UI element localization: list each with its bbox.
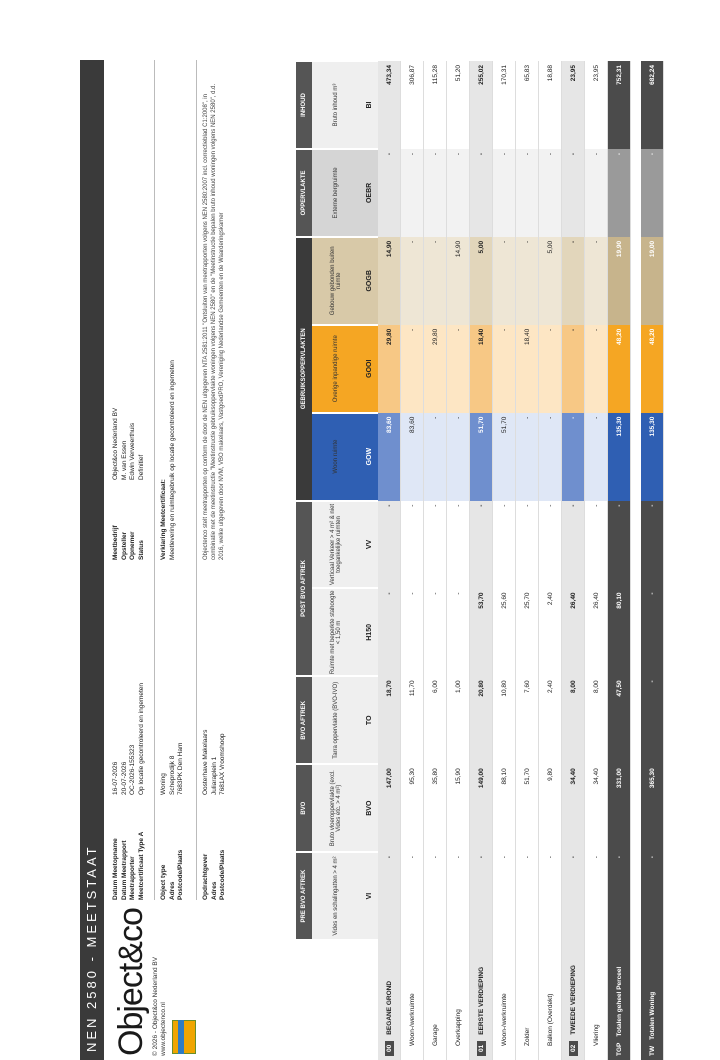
energy-label-badge (172, 1020, 196, 1054)
cell: - (424, 237, 447, 325)
meta-label: Status (137, 540, 145, 560)
cell: - (424, 501, 447, 589)
cell: - (562, 501, 585, 589)
meta-label: Postcode/Plaats (219, 849, 226, 900)
section-name: TWEEDE VERDIEPING (569, 965, 577, 1035)
cell: 331,00 (608, 764, 631, 852)
meta-value: Juliaraplein 1 (210, 756, 218, 795)
cell: 15,90 (447, 764, 470, 852)
energy-label-stripe (178, 1020, 184, 1054)
cell: 473,34 (378, 61, 401, 149)
meta-value: Scheprodijk 8 (168, 755, 176, 795)
cell: 170,31 (493, 61, 516, 149)
cell: - (539, 501, 562, 589)
section-row (470, 61, 493, 1060)
cell: - (641, 501, 664, 589)
meta-value: 16-07-2026 (112, 761, 119, 795)
section-label (378, 940, 401, 1060)
column-desc: Bruto vloeroppervlakte (excl. Vides etc. > 4 m²) (312, 764, 360, 852)
meta-label: Adres (210, 881, 218, 900)
meta-value: Oosterhave Makelaars (202, 729, 209, 795)
section-num: 01 (477, 1041, 486, 1056)
row-label: Woon-/werkruimte (493, 940, 516, 1060)
cell: - (562, 237, 585, 325)
row-label: Woon-/werkruimte (401, 940, 424, 1060)
cell: 9,80 (539, 764, 562, 852)
cell: 80,10 (608, 588, 631, 676)
column-desc: Overige inpandige ruimte (312, 325, 360, 413)
cell: 8,00 (562, 676, 585, 764)
cell: 48,20 (608, 325, 631, 413)
cell: 51,70 (493, 413, 516, 501)
meta-value: Woning (160, 773, 167, 795)
totals-row (641, 61, 664, 1060)
group-header: BVO (296, 764, 312, 852)
cell: - (516, 852, 539, 940)
page-title: NEN 2580 - MEETSTAAT (80, 60, 104, 1060)
column-desc-row (312, 61, 360, 1060)
table-row (401, 61, 424, 1060)
meta-label: Meetrapporter (129, 856, 136, 900)
cell: - (608, 501, 631, 589)
cell: - (470, 852, 493, 940)
cell: - (424, 852, 447, 940)
cell: 18,40 (470, 325, 493, 413)
meta-value: Object&co Nederland BV (112, 407, 119, 480)
cell: 25,60 (493, 588, 516, 676)
cell: 5,00 (470, 237, 493, 325)
totals-code: TW (648, 1045, 656, 1056)
table-row (447, 61, 470, 1060)
column-code: GOGB (360, 237, 378, 325)
column-code: GOW (360, 413, 378, 501)
cell: - (401, 325, 424, 413)
column-code-row (360, 61, 378, 1060)
cell: - (516, 501, 539, 589)
cell: 29,80 (424, 325, 447, 413)
totals-label (641, 940, 664, 1060)
cell: - (447, 325, 470, 413)
cell: - (493, 149, 516, 237)
meta-value: M. van Essen (120, 440, 128, 480)
row-label: Zolder (516, 940, 539, 1060)
cell: 135,30 (608, 413, 631, 501)
cell: 53,70 (470, 588, 493, 676)
report-info (112, 640, 146, 900)
copyright-line-1: © 2026 - Object&co Nederland BV (152, 956, 159, 1056)
totals-name: Totalen Woning (648, 991, 656, 1040)
cell: 2,40 (539, 676, 562, 764)
cell: - (641, 149, 664, 237)
cell: 95,30 (401, 764, 424, 852)
cell: - (401, 149, 424, 237)
section-row (562, 61, 585, 1060)
cell: 47,50 (608, 676, 631, 764)
cell: - (378, 588, 401, 676)
column-code: BI (360, 61, 378, 149)
cell: 1,00 (447, 676, 470, 764)
cell: - (641, 852, 664, 940)
section-row (378, 61, 401, 1060)
column-desc: Woon ruimte (312, 413, 360, 501)
cell: 135,30 (641, 413, 664, 501)
section-label (470, 940, 493, 1060)
cell: 115,28 (424, 61, 447, 149)
meta-value: 20-07-2026 (120, 761, 128, 795)
cell: 35,80 (424, 764, 447, 852)
meta-label: Adres (168, 881, 176, 900)
meta-label: Opsteller (120, 531, 128, 560)
cell: 23,95 (585, 61, 608, 149)
group-header: POST BVO AFTREK (296, 501, 312, 677)
column-code: H150 (360, 588, 378, 676)
cell: 255,02 (470, 61, 493, 149)
table-row (424, 61, 447, 1060)
cell: 18,40 (516, 325, 539, 413)
cell: - (424, 149, 447, 237)
object-info (160, 640, 186, 900)
measurement-sheet (80, 60, 660, 1060)
group-header: GEBRUIKSOPPERVLAKTEN (296, 237, 312, 501)
website: www.objectenco.nl (160, 1002, 167, 1056)
company-info (112, 320, 146, 560)
cell: 29,80 (378, 325, 401, 413)
cell: - (378, 501, 401, 589)
column-code: BVO (360, 764, 378, 852)
cell: - (447, 149, 470, 237)
cell: - (562, 149, 585, 237)
verklaring-value: Meetlevering en ruimtegebruik op locatie gecontroleerd en ingemeten (168, 360, 176, 560)
cell: 19,90 (608, 237, 631, 325)
section-num: 00 (385, 1041, 394, 1056)
table-row (516, 61, 539, 1060)
row-label: Overkapping (447, 940, 470, 1060)
section-name: EERSTE VERDIEPING (477, 966, 485, 1035)
meta-value: OC-2026-155323 (129, 744, 136, 795)
cell: - (401, 501, 424, 589)
cell: - (493, 237, 516, 325)
meta-value: Definitief (137, 454, 145, 480)
totals-row (608, 61, 631, 1060)
cell: - (539, 325, 562, 413)
cell: - (447, 588, 470, 676)
table-row (539, 61, 562, 1060)
meta-label: Datum Meetopname (112, 838, 119, 900)
corner-cell (312, 940, 360, 1060)
certificate-statement (160, 120, 177, 560)
column-desc: Gebouw gebonden buiten ruimte (312, 237, 360, 325)
cell: - (493, 852, 516, 940)
meta-label: Opnemer (129, 531, 136, 560)
nen-note: Objectenco stelt meetrapporten op conform de door de NEN uitgegeven NTA 2581:2011 "Ontsluiten van meetrapporten volgens NEN 2580:2007 incl. correctieblad C1:2008", in combinatie met de meetinstructie "Meetinstructie gebruiksoppervlakte woningen volgens NEN 2580" en de "Meetinstructie bepalen bruto inhoud woningen volgens NEN 2580", d.d. 2016, welke uitgegeven door NVM, VBO makelaars, VastgoedPRO, Vereniging Nederlandse Gemeenten en de Waarderingskamer (203, 83, 225, 560)
cell: - (539, 149, 562, 237)
cell: - (516, 237, 539, 325)
column-desc: Tarra oppervlakte (BVO-IVO) (312, 676, 360, 764)
cell: 26,40 (585, 588, 608, 676)
cell: - (493, 501, 516, 589)
cell: 34,40 (562, 764, 585, 852)
cell: - (585, 413, 608, 501)
group-header: PRE BVO AFTREK (296, 852, 312, 940)
cell: - (424, 413, 447, 501)
table-row (585, 61, 608, 1060)
meta-value: 7683PK Den Ham (177, 742, 184, 795)
totals-label (608, 940, 631, 1060)
cell: - (608, 852, 631, 940)
column-desc: Vides en schalingatten > 4 m² (312, 852, 360, 940)
meta-label: Meetcertificaat Type A (137, 831, 145, 900)
cell: 306,87 (401, 61, 424, 149)
cell: - (401, 237, 424, 325)
cell: - (516, 149, 539, 237)
cell: 14,90 (378, 237, 401, 325)
cell: 51,20 (447, 61, 470, 149)
row-label: Garage (424, 940, 447, 1060)
column-code: TO (360, 676, 378, 764)
cell: 365,30 (641, 764, 664, 852)
totals-code: TGP (615, 1042, 623, 1056)
cell: 65,83 (516, 61, 539, 149)
cell: 18,88 (539, 61, 562, 149)
group-header: OPPERVLAKTE (296, 149, 312, 237)
meta-value: Op locatie gecontroleerd en ingemeten (137, 682, 145, 795)
cell: - (585, 852, 608, 940)
column-desc: Verticaal Verkeer > 4 m² & niet toegankelijke ruimten (312, 501, 360, 589)
row-label: Balkon (Overdekt) (539, 940, 562, 1060)
cell: 23,95 (562, 61, 585, 149)
cell: - (585, 149, 608, 237)
cell: - (378, 149, 401, 237)
section-num: 02 (569, 1041, 578, 1056)
corner-cell (360, 940, 378, 1060)
cell: 8,00 (585, 676, 608, 764)
logo-text-a: Object (112, 963, 150, 1056)
cell: 11,70 (401, 676, 424, 764)
cell: - (585, 501, 608, 589)
cell: 83,60 (378, 413, 401, 501)
cell: 5,00 (539, 237, 562, 325)
divider (196, 60, 197, 900)
cell: - (585, 325, 608, 413)
cell: - (378, 852, 401, 940)
cell: 48,20 (641, 325, 664, 413)
section-name: BEGANE GROND (385, 980, 393, 1035)
spacer (631, 61, 642, 1060)
meta-label: Datum Meetrapport (120, 840, 128, 900)
cell: 2,40 (539, 588, 562, 676)
row-label: Vliering (585, 940, 608, 1060)
column-code: VV (360, 501, 378, 589)
group-header: BVO AFTREK (296, 676, 312, 764)
cell: - (424, 588, 447, 676)
cell: - (641, 676, 664, 764)
cell: 26,40 (562, 588, 585, 676)
section-label (562, 940, 585, 1060)
cell: 7,60 (516, 676, 539, 764)
cell: 147,00 (378, 764, 401, 852)
cell: - (608, 149, 631, 237)
cell: 25,70 (516, 588, 539, 676)
column-code: VI (360, 852, 378, 940)
copyright (152, 957, 168, 1056)
totals-name: Totalen geheel Perceel (615, 966, 623, 1037)
column-desc: Bruto inhoud m³ (312, 61, 360, 149)
column-desc: Externe bergruimte (312, 149, 360, 237)
cell: 149,00 (470, 764, 493, 852)
logo-text-b: co (112, 908, 150, 943)
column-desc: Ruimte met beperkte stahoogte < 1,50 m (312, 588, 360, 676)
logo-amp: & (112, 942, 150, 964)
cell: - (470, 501, 493, 589)
cell: - (539, 413, 562, 501)
cell: - (562, 852, 585, 940)
cell: - (585, 237, 608, 325)
divider (154, 60, 155, 900)
cell: 83,60 (401, 413, 424, 501)
cell: 682,24 (641, 61, 664, 149)
cell: 51,70 (470, 413, 493, 501)
cell: 88,10 (493, 764, 516, 852)
cell: - (493, 325, 516, 413)
cell: - (447, 413, 470, 501)
cell: - (562, 325, 585, 413)
group-header-row (296, 61, 312, 1060)
cell: 34,40 (585, 764, 608, 852)
meta-label: Postcode/Plaats (177, 849, 184, 900)
cell: - (539, 852, 562, 940)
measurement-table (296, 60, 664, 1060)
cell: - (562, 413, 585, 501)
meta-label: Object type (160, 864, 167, 900)
cell: 20,80 (470, 676, 493, 764)
cell: 10,80 (493, 676, 516, 764)
cell: - (470, 149, 493, 237)
table-row (493, 61, 516, 1060)
meta-label: Meetbedrijf (112, 525, 119, 560)
cell: - (447, 501, 470, 589)
logo (112, 908, 151, 1056)
meta-label: Opdrachtgever (202, 853, 209, 900)
column-code: OEBR (360, 149, 378, 237)
column-code: GOOI (360, 325, 378, 413)
cell: - (641, 588, 664, 676)
corner-cell (296, 940, 312, 1060)
client-info (202, 640, 228, 900)
cell: - (516, 413, 539, 501)
verklaring-label: Verklaring Meetcertificaat: (160, 479, 167, 560)
cell: - (401, 852, 424, 940)
cell: 18,70 (378, 676, 401, 764)
cell: 51,70 (516, 764, 539, 852)
cell: 6,00 (424, 676, 447, 764)
cell: 752,31 (608, 61, 631, 149)
cell: 19,00 (641, 237, 664, 325)
cell: 14,90 (447, 237, 470, 325)
meta-value: Edwin Verweerthuis (129, 422, 136, 480)
meta-value: 7681AX Vroomshoop (219, 733, 226, 795)
group-header: INHOUD (296, 61, 312, 149)
cell: - (401, 588, 424, 676)
cell: - (447, 852, 470, 940)
